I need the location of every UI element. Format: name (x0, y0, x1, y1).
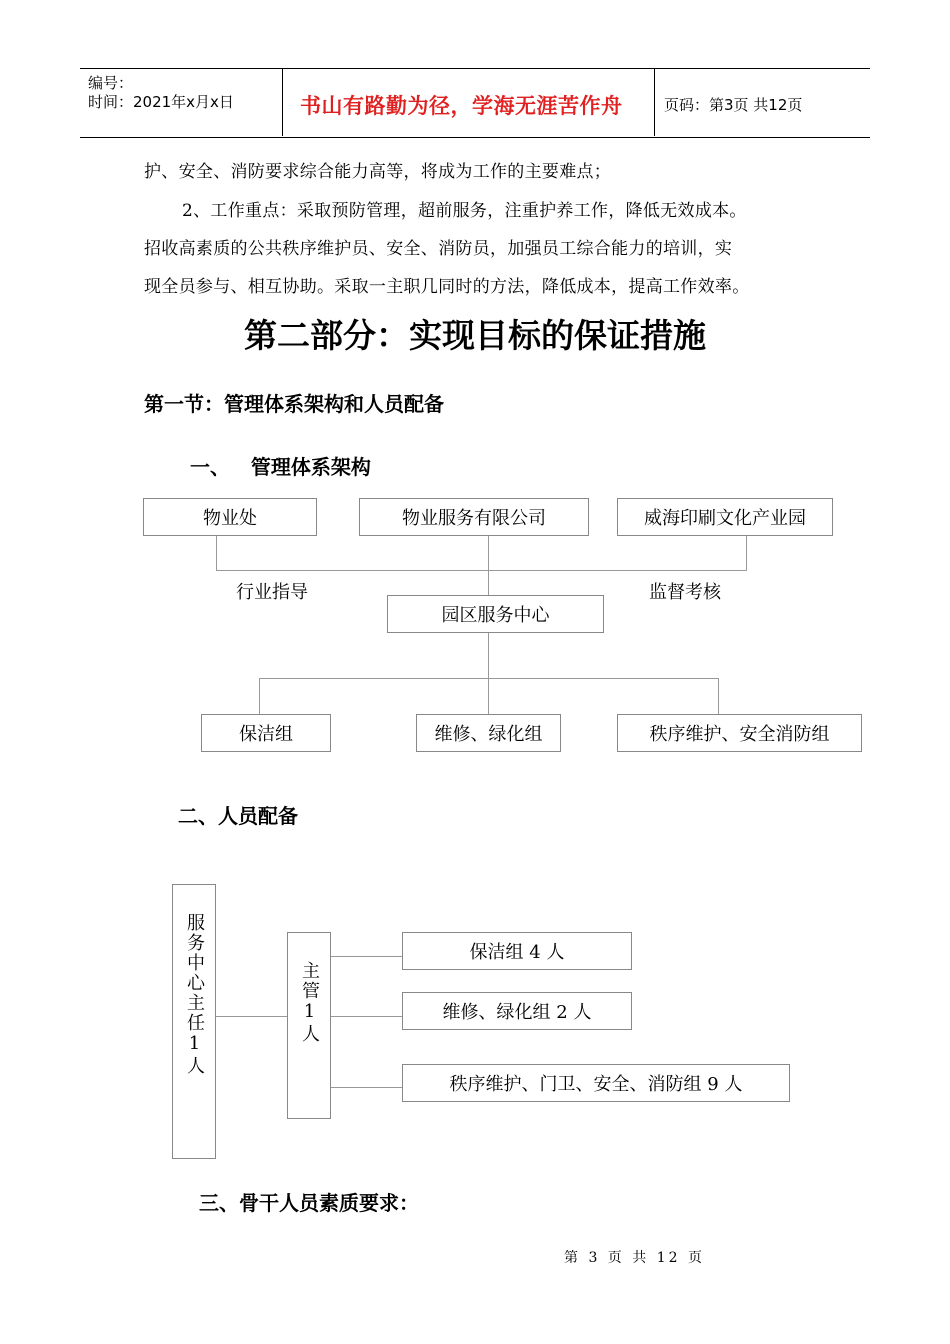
connector-line (330, 1016, 403, 1017)
connector-line (330, 1087, 403, 1088)
connector-line (259, 678, 719, 679)
staff-node-cleaning: 保洁组 4 人 (402, 932, 632, 970)
header-divider (654, 68, 655, 136)
org-label-guidance: 行业指导 (236, 582, 308, 603)
staff-node-maintenance: 维修、绿化组 2 人 (402, 992, 632, 1030)
connector-line (216, 535, 217, 570)
subsection-title: 一、 管理体系架构 (190, 455, 371, 479)
org-label-supervision: 监督考核 (649, 582, 721, 603)
body-line: 护、安全、消防要求综合能力高等，将成为工作的主要难点； (144, 162, 612, 182)
org-node-property-office: 物业处 (143, 498, 317, 536)
connector-line (718, 678, 719, 715)
subsection-title: 二、人员配备 (178, 804, 298, 828)
org-node-service-center: 园区服务中心 (387, 595, 604, 633)
section-title: 第一节：管理体系架构和人员配备 (144, 392, 444, 416)
connector-line (746, 535, 747, 570)
part-title: 第二部分：实现目标的保证措施 (244, 316, 706, 355)
header-divider (282, 68, 283, 136)
header-number: 编号： (88, 74, 134, 92)
connector-line (488, 632, 489, 715)
org-node-property-company: 物业服务有限公司 (359, 498, 589, 536)
subsection-title: 三、骨干人员素质要求： (199, 1191, 419, 1215)
staff-node-director (172, 884, 216, 1159)
staff-node-security: 秩序维护、门卫、安全、消防组 9 人 (402, 1064, 790, 1102)
header-time: 时间：2021年x月x日 (88, 93, 234, 111)
page-footer: 第 3 页 共 12 页 (564, 1250, 705, 1266)
connector-line (488, 535, 489, 595)
body-line: 2、工作重点：采取预防管理，超前服务，注重护养工作，降低无效成本。 (182, 201, 747, 221)
org-node-security: 秩序维护、安全消防组 (617, 714, 862, 752)
header-page-number: 页码：第3页 共12页 (664, 96, 803, 114)
staff-director-label: 服务中心主任1人 (184, 913, 205, 1076)
connector-line (216, 1016, 288, 1017)
connector-line (259, 678, 260, 715)
body-line: 现全员参与、相互协助。采取一主职几同时的方法，降低成本，提高工作效率。 (144, 277, 750, 297)
connector-line (330, 956, 403, 957)
header-motto: 书山有路勤为径，学海无涯苦作舟 (300, 94, 623, 118)
body-line: 招收高素质的公共秩序维护员、安全、消防员，加强员工综合能力的培训，实 (144, 239, 733, 259)
connector-line (216, 570, 747, 571)
org-node-cleaning: 保洁组 (201, 714, 331, 752)
org-node-maintenance: 维修、绿化组 (416, 714, 561, 752)
staff-supervisor-label: 主管1人 (299, 961, 320, 1044)
staff-node-supervisor (287, 932, 331, 1119)
org-node-industrial-park: 威海印刷文化产业园 (617, 498, 833, 536)
